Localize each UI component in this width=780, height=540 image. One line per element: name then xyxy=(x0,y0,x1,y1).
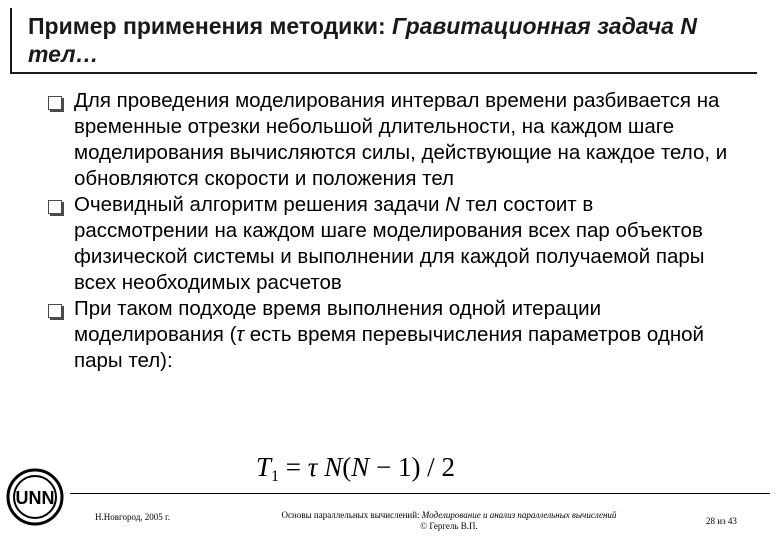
bullet-list xyxy=(48,88,728,374)
footer-author: © Гергель В.П. xyxy=(420,521,478,531)
bullet-item xyxy=(48,192,728,296)
bullet-text-italic: N xyxy=(445,193,460,216)
bullet-item xyxy=(48,88,728,192)
formula-sub: 1 xyxy=(271,468,280,485)
formula xyxy=(256,452,455,486)
formula-rest: − 1) / 2 xyxy=(369,452,455,482)
footer-course xyxy=(254,510,644,532)
logo-text: UNN xyxy=(15,488,55,508)
title-italic: Гравитационная задача N тел… xyxy=(28,13,697,67)
bullet-text-after: есть время перевычисления параметров одной пары тел): xyxy=(74,323,704,372)
bullet-text-italic: τ xyxy=(236,323,245,346)
bullet-text-after: тел состоит в рассмотрении на каждом шаге моделирования всех пар объектов физической системы и выполнении для каждой получаемой пары всех необходимых расчетов xyxy=(74,193,705,294)
checkbox-bullet-icon xyxy=(48,200,62,214)
footer-location-date: Н.Новгород, 2005 г. xyxy=(95,512,170,522)
formula-paren: ( xyxy=(342,452,352,482)
bullet-text-before: Очевидный алгоритм решения задачи xyxy=(74,193,446,216)
footer-course-normal: Основы параллельных вычислений: xyxy=(281,510,422,520)
page-number: 28 из 43 xyxy=(706,516,737,526)
unn-logo-icon xyxy=(6,468,64,526)
checkbox-bullet-icon xyxy=(48,96,62,110)
formula-t: T xyxy=(256,452,272,482)
bullet-item xyxy=(48,296,728,374)
bullet-text: Для проведения моделирования интервал времени разбивается на временные отрезки небольшой длительности, на каждом шаге моделирования вычисляются силы, действующие на каждое тело, и обновляются скорости и положения тел xyxy=(74,89,728,190)
formula-tau: τ xyxy=(307,452,318,482)
slide-title xyxy=(28,12,748,68)
formula-n1: N xyxy=(317,452,343,482)
checkbox-bullet-icon xyxy=(48,304,62,318)
title-normal: Пример применения методики: xyxy=(28,13,393,39)
formula-n2: N xyxy=(351,452,370,482)
bullet-text-before: При таком подходе время выполнения одной итерации моделирования ( xyxy=(74,297,602,346)
footer-divider xyxy=(70,493,770,494)
formula-eq: = xyxy=(279,452,308,482)
footer-course-italic: Моделирование и анализ параллельных вычислений xyxy=(421,510,617,520)
